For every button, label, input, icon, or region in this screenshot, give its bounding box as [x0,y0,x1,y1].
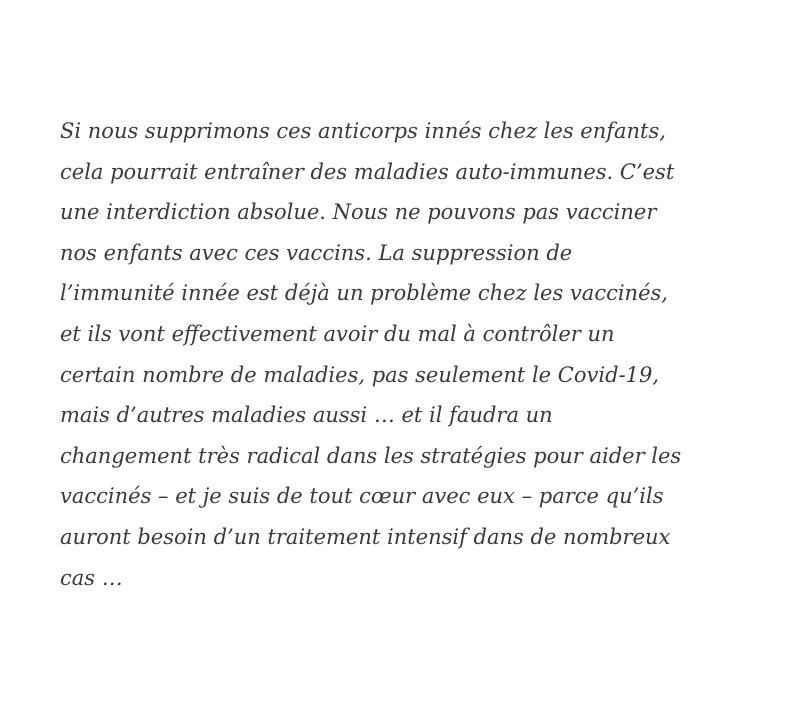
quote-paragraph [60,111,750,598]
quote-line-3: une interdiction absolue. Nous ne pouvons pas vacciner [60,200,657,225]
quote-line-2: cela pourrait entraîner des maladies auto-immunes. C’est [60,159,675,184]
quote-line-12: cas … [60,565,123,590]
quote-line-6: et ils vont effectivement avoir du mal à contrôler un [60,321,615,346]
quote-line-9: changement très radical dans les stratégies pour aider les [60,443,682,468]
quote-line-8: mais d’autres maladies aussi … et il faudra un [60,403,553,428]
quote-line-4: nos enfants avec ces vaccins. La suppression de [60,240,573,265]
quote-line-7: certain nombre de maladies, pas seulement le Covid-19, [60,362,660,387]
quote-line-1: Si nous supprimons ces anticorps innés chez les enfants, [60,119,666,143]
quote-line-10: vaccinés – et je suis de tout cœur avec eux – parce qu’ils [60,484,664,509]
quote-line-5: l’immunité innée est déjà un problème chez les vaccinés, [60,281,668,306]
quote-line-11: auront besoin d’un traitement intensif dans de nombreux [60,524,671,549]
